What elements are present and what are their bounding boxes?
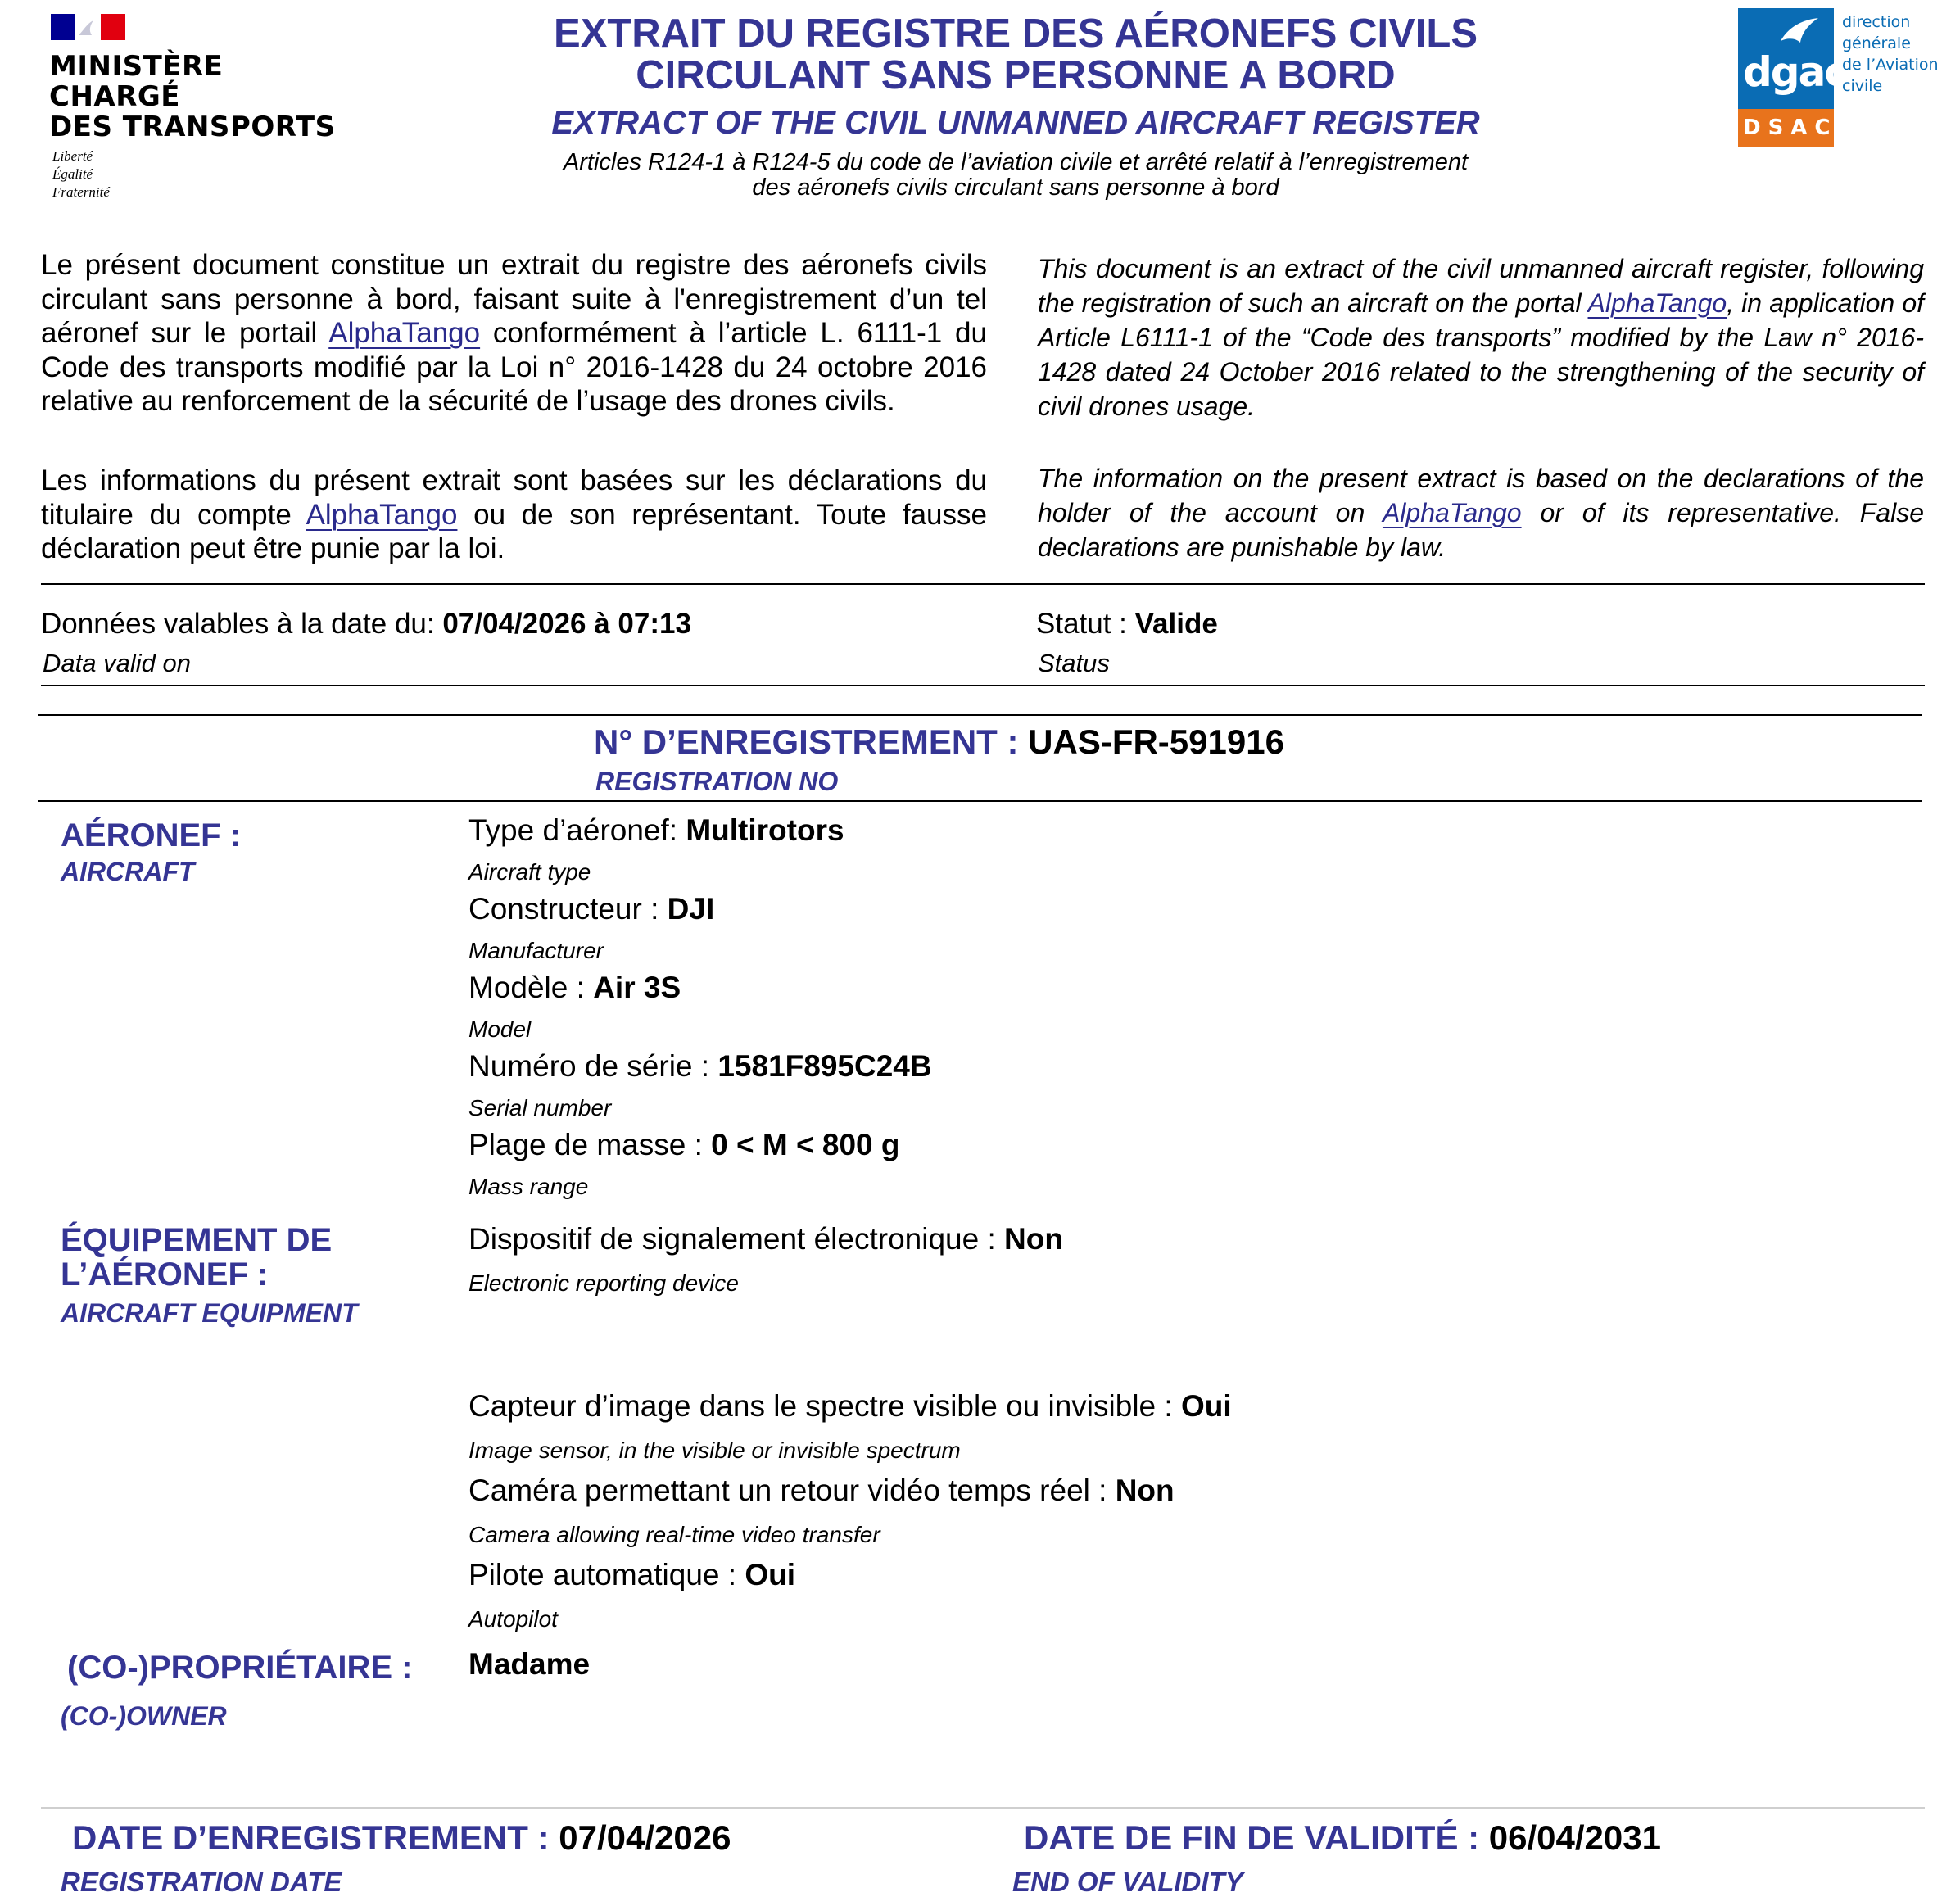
equipment-section-title-2: L’AÉRONEF :: [61, 1256, 269, 1293]
serial-number: [468, 1049, 932, 1084]
intro-en-2-text-a: The information on the present extract is based on the declarations of the holder of the account on: [1038, 464, 1924, 527]
registration-number: [594, 722, 1284, 762]
image-sensor-value: Oui: [1180, 1389, 1232, 1423]
manufacturer: [468, 892, 714, 926]
divider: [41, 685, 1925, 686]
alphatango-link[interactable]: AlphaTango: [1587, 288, 1727, 318]
electronic-reporting-label: Dispositif de signalement électronique :: [468, 1222, 1005, 1256]
end-of-validity-label: DATE DE FIN DE VALIDITÉ :: [1024, 1818, 1489, 1857]
registration-date-sub: REGISTRATION DATE: [61, 1867, 342, 1897]
articles-line-2: des aéronefs civils circulant sans personne à bord: [752, 174, 1279, 201]
intro-fr-2-text-a: Les informations du présent extrait sont basées sur les déclarations du titulaire du compte: [41, 464, 987, 531]
model-value: Air 3S: [593, 971, 681, 1004]
intro-en-2-text-b: or of its representative. False declarations are punishable by law.: [1038, 498, 1925, 562]
autopilot-sub: Autopilot: [468, 1606, 558, 1632]
equipment-section-sub: AIRCRAFT EQUIPMENT: [61, 1298, 358, 1328]
registration-value: UAS-FR-591916: [1028, 722, 1284, 761]
registration-date: [72, 1818, 731, 1858]
intro-fr-1-text-b: conformément à l’article L. 6111-1 du Code des transports modifié par la Loi n° 2016-1428 du 24 octobre 2016 relative au renforcement de la sécurité de l’usage des drones civils.: [41, 317, 987, 417]
electronic-reporting-value: Non: [1004, 1222, 1063, 1256]
status-label: Statut :: [1036, 608, 1135, 640]
divider: [38, 714, 1922, 716]
mass-range-value: 0 < M < 800 g: [711, 1128, 900, 1161]
mass-range: [468, 1128, 900, 1162]
aircraft-section-title: AÉRONEF :: [61, 817, 241, 853]
intro-fr-paragraph-2: [41, 464, 987, 566]
intro-fr-2-text-b: ou de son représentant. Toute fausse déclaration peut être punie par la loi.: [41, 498, 987, 564]
dsac-text: DSAC: [1743, 115, 1838, 140]
owner-section-sub: (CO-)OWNER: [61, 1701, 227, 1731]
image-sensor: [468, 1389, 1232, 1424]
manufacturer-value: DJI: [667, 892, 715, 926]
aircraft-type-value: Multirotors: [686, 813, 844, 847]
registration-date-label: DATE D’ENREGISTREMENT :: [72, 1818, 559, 1857]
owner-value: Madame: [468, 1647, 591, 1681]
divider: [38, 800, 1922, 802]
mass-range-sub: Mass range: [468, 1174, 589, 1199]
model: [468, 971, 681, 1005]
page-title-line-1: EXTRAIT DU REGISTRE DES AÉRONEFS CIVILS: [553, 11, 1478, 56]
dgac-side-4: civile: [1842, 77, 1883, 95]
electronic-reporting-device: [468, 1222, 1063, 1256]
dgac-logo: [1738, 8, 1847, 109]
intro-fr-paragraph-1: [41, 248, 987, 419]
image-sensor-sub: Image sensor, in the visible or invisible spectrum: [468, 1437, 961, 1463]
ministry-line-1: MINISTÈRE: [49, 50, 224, 83]
articles-line-1: Articles R124-1 à R124-5 du code de l’aviation civile et arrêté relatif à l’enregistrement: [563, 149, 1469, 175]
divider: [41, 583, 1925, 585]
aircraft-section-sub: AIRCRAFT: [61, 857, 195, 886]
aircraft-type-sub: Aircraft type: [468, 859, 591, 885]
autopilot-value: Oui: [745, 1558, 795, 1591]
autopilot-label: Pilote automatique :: [468, 1558, 745, 1591]
mass-range-label: Plage de masse :: [468, 1128, 712, 1161]
registration-date-value: 07/04/2026: [559, 1818, 731, 1857]
status-value: Valide: [1134, 608, 1218, 640]
manufacturer-sub: Manufacturer: [468, 938, 604, 963]
serial-number-label: Numéro de série :: [468, 1049, 718, 1083]
alphatango-link[interactable]: AlphaTango: [328, 317, 481, 349]
motto-liberte: Liberté: [52, 148, 93, 164]
dsac-tag: [1738, 109, 1838, 147]
page-title-line-2: CIRCULANT SANS PERSONNE A BORD: [636, 53, 1396, 97]
dgac-side-2: générale: [1842, 34, 1911, 52]
alphatango-link[interactable]: AlphaTango: [1382, 498, 1522, 527]
end-of-validity: [1024, 1818, 1661, 1858]
equipment-section-title-1: ÉQUIPEMENT DE: [61, 1222, 333, 1258]
intro-en-paragraph-1: [1038, 251, 1924, 423]
manufacturer-label: Constructeur :: [468, 892, 668, 926]
intro-fr-1-text-a: Le présent document constitue un extrait du registre des aéronefs civils circulant sans personne à bord, faisant suite à l'enregistrement d’un tel aéronef sur le portail: [41, 249, 987, 349]
republic-flag-logo: [51, 14, 125, 40]
aircraft-type: [468, 813, 844, 848]
intro-en-1-text-b: , in application of Article L6111-1 of the “Code des transports” modified by the Law n° 2016-1428 dated 24 October 2016 related to the strengthening of the security of civil drones usage.: [1038, 288, 1925, 421]
realtime-video-value: Non: [1115, 1474, 1175, 1507]
dgac-logo-text: dgac: [1743, 48, 1847, 96]
end-of-validity-sub: END OF VALIDITY: [1012, 1867, 1243, 1897]
serial-number-value: 1581F895C24B: [717, 1049, 932, 1083]
ministry-line-3: DES TRANSPORTS: [49, 111, 336, 143]
divider: [41, 1807, 1925, 1809]
image-sensor-label: Capteur d’image dans le spectre visible ou invisible :: [468, 1389, 1181, 1423]
owner-section-title: (CO-)PROPRIÉTAIRE :: [67, 1650, 413, 1686]
motto-fraternite: Fraternité: [52, 184, 110, 200]
realtime-video-sub: Camera allowing real-time video transfer: [468, 1522, 880, 1547]
ministry-line-2: CHARGÉ: [49, 80, 181, 113]
model-sub: Model: [468, 1016, 532, 1042]
registration-sub: REGISTRATION NO: [595, 767, 839, 796]
alphatango-link[interactable]: AlphaTango: [306, 498, 458, 531]
data-valid-label: Données valables à la date du:: [41, 608, 443, 640]
intro-en-paragraph-2: [1038, 461, 1924, 564]
end-of-validity-value: 06/04/2031: [1488, 1818, 1661, 1857]
data-valid-date: [41, 608, 691, 641]
aircraft-type-label: Type d’aéronef:: [468, 813, 686, 847]
status-sub: Status: [1038, 649, 1110, 677]
data-valid-value: 07/04/2026 à 07:13: [442, 608, 691, 640]
model-label: Modèle :: [468, 971, 594, 1004]
dgac-side-1: direction: [1842, 13, 1911, 31]
intro-en-1-text-a: This document is an extract of the civil unmanned aircraft register, following the registration of such an aircraft on the portal: [1038, 254, 1924, 318]
motto-egalite: Égalité: [52, 166, 93, 182]
page-subtitle: EXTRACT OF THE CIVIL UNMANNED AIRCRAFT REGISTER: [551, 105, 1480, 141]
realtime-video-camera: [468, 1474, 1175, 1508]
realtime-video-label: Caméra permettant un retour vidéo temps réel :: [468, 1474, 1116, 1507]
serial-number-sub: Serial number: [468, 1095, 612, 1121]
electronic-reporting-sub: Electronic reporting device: [468, 1270, 739, 1296]
registration-label: N° D’ENREGISTREMENT :: [594, 722, 1029, 761]
data-valid-sub: Data valid on: [43, 649, 191, 677]
status: [1036, 608, 1218, 641]
autopilot: [468, 1558, 795, 1592]
dgac-side-3: de l’Aviation: [1842, 56, 1939, 74]
